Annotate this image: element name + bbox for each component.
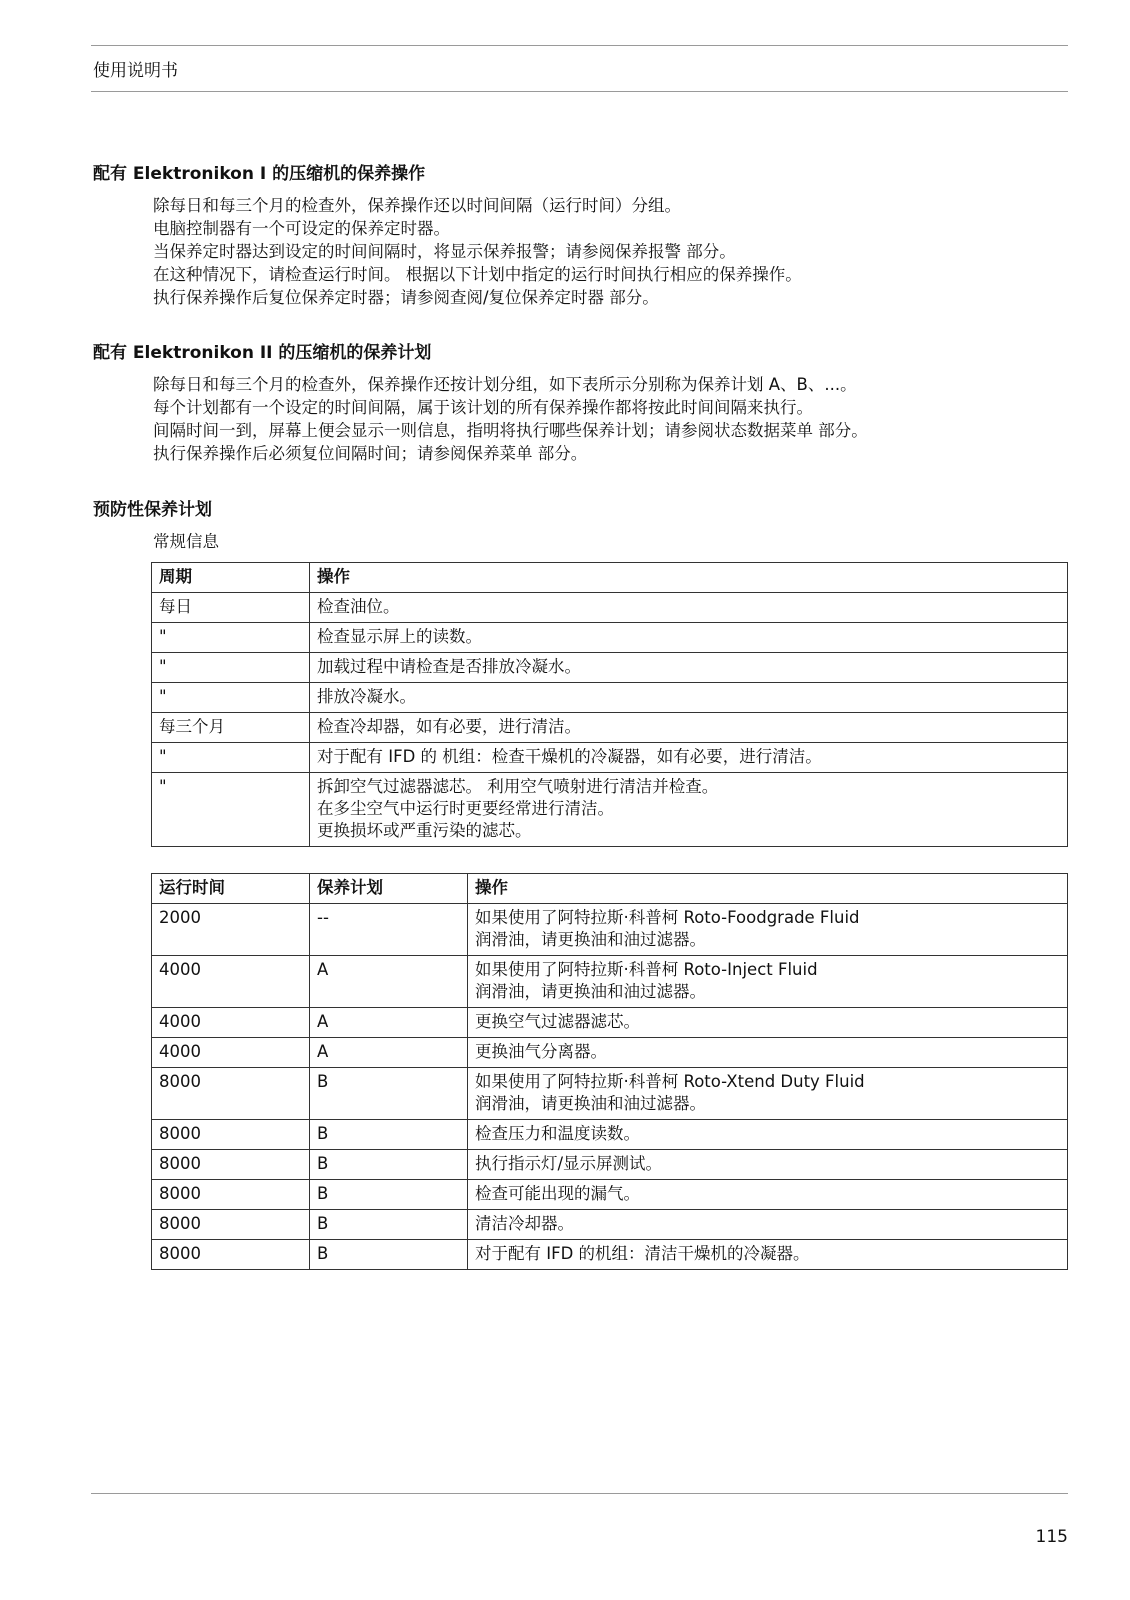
action-cell (310, 773, 1068, 847)
column-header-running-hours: 运行时间 (152, 874, 310, 904)
hours-cell: 8000 (152, 1068, 310, 1120)
table-row (152, 653, 1068, 683)
hours-cell: 2000 (152, 904, 310, 956)
action-cell: 检查油位。 (310, 593, 1068, 623)
action-cell: 更换油气分离器。 (468, 1038, 1068, 1068)
action-cell: 排放冷凝水。 (310, 683, 1068, 713)
table-row (152, 1008, 1068, 1038)
header-bottom-rule (91, 91, 1068, 92)
hours-cell: 4000 (152, 1038, 310, 1068)
plan-cell: B (310, 1240, 468, 1270)
paragraph-line: 除每日和每三个月的检查外，保养操作还按计划分组，如下表所示分别称为保养计划 A、B、...。 (153, 375, 857, 394)
table-row (152, 593, 1068, 623)
periodic-maintenance-table (151, 562, 1068, 847)
table-row (152, 773, 1068, 847)
paragraph-line: 执行保养操作后必须复位间隔时间；请参阅保养菜单 部分。 (153, 444, 588, 463)
period-cell: " (152, 743, 310, 773)
section-paragraph (153, 373, 1068, 465)
plan-cell: -- (310, 904, 468, 956)
page-number: 115 (1035, 1527, 1068, 1547)
footer-rule (91, 1493, 1068, 1494)
table-row (152, 1210, 1068, 1240)
table-row (152, 1240, 1068, 1270)
table-row (152, 1180, 1068, 1210)
action-line: 润滑油，请更换油和油过滤器。 (475, 1094, 706, 1113)
paragraph-line: 当保养定时器达到设定的时间间隔时，将显示保养报警；请参阅保养报警 部分。 (153, 242, 736, 261)
paragraph-line: 常规信息 (153, 532, 219, 551)
table-row (152, 713, 1068, 743)
action-cell: 检查显示屏上的读数。 (310, 623, 1068, 653)
plan-cell: B (310, 1120, 468, 1150)
action-cell: 更换空气过滤器滤芯。 (468, 1008, 1068, 1038)
plan-cell: B (310, 1180, 468, 1210)
action-line: 如果使用了阿特拉斯·科普柯 Roto-Inject Fluid (475, 960, 818, 979)
plan-cell: A (310, 956, 468, 1008)
action-cell: 检查冷却器，如有必要，进行清洁。 (310, 713, 1068, 743)
column-header-service-plan: 保养计划 (310, 874, 468, 904)
period-cell: " (152, 773, 310, 847)
section-elektronikon-1 (93, 159, 1068, 309)
action-cell: 清洁冷却器。 (468, 1210, 1068, 1240)
header-title: 使用说明书 (93, 61, 178, 81)
action-line: 拆卸空气过滤器滤芯。 利用空气喷射进行清洁并检查。 (317, 777, 719, 796)
table-header-row (152, 874, 1068, 904)
table-row (152, 743, 1068, 773)
paragraph-line: 每个计划都有一个设定的时间间隔，属于该计划的所有保养操作都将按此时间间隔来执行。 (153, 398, 813, 417)
period-cell: 每日 (152, 593, 310, 623)
table-row (152, 623, 1068, 653)
section-elektronikon-2 (93, 338, 1068, 465)
column-header-action: 操作 (310, 563, 1068, 593)
section-paragraph (153, 530, 1068, 553)
period-cell: " (152, 683, 310, 713)
header-top-rule (91, 45, 1068, 46)
action-cell: 检查压力和温度读数。 (468, 1120, 1068, 1150)
table-row (152, 1120, 1068, 1150)
plan-cell: A (310, 1038, 468, 1068)
table-header-row (152, 563, 1068, 593)
hours-cell: 8000 (152, 1240, 310, 1270)
column-header-period: 周期 (152, 563, 310, 593)
running-hours-maintenance-table (151, 873, 1068, 1270)
hours-cell: 8000 (152, 1120, 310, 1150)
period-cell: " (152, 623, 310, 653)
action-line: 在多尘空气中运行时更要经常进行清洁。 (317, 799, 614, 818)
hours-cell: 4000 (152, 956, 310, 1008)
hours-cell: 4000 (152, 1008, 310, 1038)
plan-cell: B (310, 1068, 468, 1120)
table-row (152, 904, 1068, 956)
section-title: 配有 Elektronikon II 的压缩机的保养计划 (93, 343, 432, 363)
hours-cell: 8000 (152, 1150, 310, 1180)
action-line: 润滑油，请更换油和油过滤器。 (475, 930, 706, 949)
paragraph-line: 除每日和每三个月的检查外，保养操作还以时间间隔（运行时间）分组。 (153, 196, 681, 215)
action-cell (468, 904, 1068, 956)
paragraph-line: 执行保养操作后复位保养定时器；请参阅查阅/复位保养定时器 部分。 (153, 288, 659, 307)
plan-cell: B (310, 1210, 468, 1240)
section-preventive-plan (93, 495, 1068, 553)
action-cell: 加载过程中请检查是否排放冷凝水。 (310, 653, 1068, 683)
paragraph-line: 在这种情况下，请检查运行时间。 根据以下计划中指定的运行时间执行相应的保养操作。 (153, 265, 802, 284)
period-cell: 每三个月 (152, 713, 310, 743)
action-cell: 执行指示灯/显示屏测试。 (468, 1150, 1068, 1180)
action-line: 如果使用了阿特拉斯·科普柯 Roto-Xtend Duty Fluid (475, 1072, 865, 1091)
action-cell: 检查可能出现的漏气。 (468, 1180, 1068, 1210)
hours-cell: 8000 (152, 1180, 310, 1210)
hours-cell: 8000 (152, 1210, 310, 1240)
section-title: 配有 Elektronikon I 的压缩机的保养操作 (93, 164, 426, 184)
action-line: 更换损坏或严重污染的滤芯。 (317, 821, 532, 840)
action-line: 润滑油，请更换油和油过滤器。 (475, 982, 706, 1001)
action-cell (468, 1068, 1068, 1120)
action-cell: 对于配有 IFD 的 机组：检查干燥机的冷凝器，如有必要，进行清洁。 (310, 743, 1068, 773)
section-title: 预防性保养计划 (93, 500, 212, 520)
plan-cell: B (310, 1150, 468, 1180)
table-row (152, 956, 1068, 1008)
table-row (152, 1038, 1068, 1068)
action-cell (468, 956, 1068, 1008)
paragraph-line: 间隔时间一到，屏幕上便会显示一则信息，指明将执行哪些保养计划；请参阅状态数据菜单 部分。 (153, 421, 868, 440)
paragraph-line: 电脑控制器有一个可设定的保养定时器。 (153, 219, 450, 238)
column-header-action: 操作 (468, 874, 1068, 904)
table-row (152, 683, 1068, 713)
plan-cell: A (310, 1008, 468, 1038)
table-row (152, 1068, 1068, 1120)
period-cell: " (152, 653, 310, 683)
action-cell: 对于配有 IFD 的机组：清洁干燥机的冷凝器。 (468, 1240, 1068, 1270)
section-paragraph (153, 194, 1068, 309)
action-line: 如果使用了阿特拉斯·科普柯 Roto-Foodgrade Fluid (475, 908, 860, 927)
table-row (152, 1150, 1068, 1180)
